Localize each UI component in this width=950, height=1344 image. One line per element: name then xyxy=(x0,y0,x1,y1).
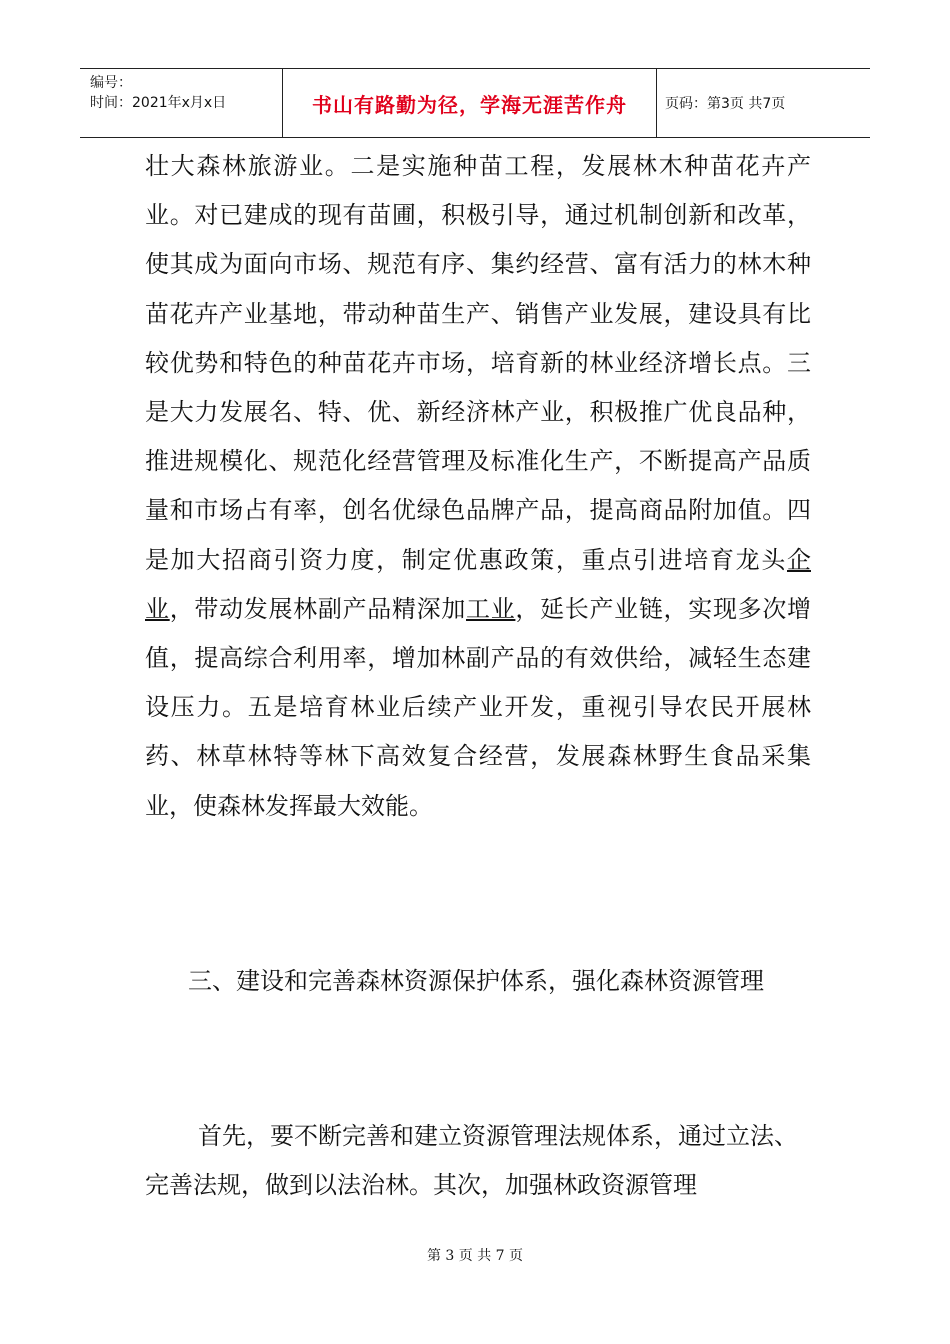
paragraph-1-text-a: 壮大森林旅游业。二是实施种苗工程，发展林木种苗花卉产业。对已建成的现有苗圃，积极引导，通过机制创新和改革，使其成为面向市场、规范有序、集约经营、富有活力的林木种苗花卉产业基地，带动种苗生产、销售产业发展，建设具有比较优势和特色的种苗花卉市场，培育新的林业经济增长点。三是大力发展名、特、优、新经济林产业，积极推广优良品种，推进规模化、规范化经营管理及标准化生产，不断提高产品质量和市场占有率，创名优绿色品牌产品，提高商品附加值。四是加大招商引资力度，制定优惠政策，重点引进培育龙头 xyxy=(145,152,811,574)
paragraph-1 xyxy=(145,142,811,831)
link-industry[interactable]: 工业 xyxy=(466,594,516,623)
paragraph-1-text-b: ，带动发展林副产品精深加 xyxy=(169,594,467,623)
page-footer: 第 3 页 共 7 页 xyxy=(426,1248,524,1264)
header-meta xyxy=(80,69,283,137)
time-label: 时间：2021年x月x日 xyxy=(90,95,227,111)
body-content xyxy=(145,142,811,831)
header-motto: 书山有路勤为径，学海无涯苦作舟 xyxy=(283,69,657,137)
header-page-info: 页码：第3页 共7页 xyxy=(665,96,786,112)
document-header xyxy=(80,68,870,138)
paragraph-2: 首先，要不断完善和建立资源管理法规体系，通过立法、完善法规，做到以法治林。其次，加强林政资源管理 xyxy=(145,1122,798,1199)
paragraph-1-text-c: ，延长产业链，实现多次增值，提高综合利用率，增加林副产品的有效供给，减轻生态建设压力。五是培育林业后续产业开发，重视引导农民开展林药、林草林特等林下高效复合经营，发展森林野生食品采集业，使森林发挥最大效能。 xyxy=(145,594,812,820)
link-enterprise[interactable]: 企业 xyxy=(145,545,811,623)
section-heading: 三、建设和完善森林资源保护体系，强化森林资源管理 xyxy=(188,967,764,995)
serial-label: 编号： xyxy=(90,75,132,91)
